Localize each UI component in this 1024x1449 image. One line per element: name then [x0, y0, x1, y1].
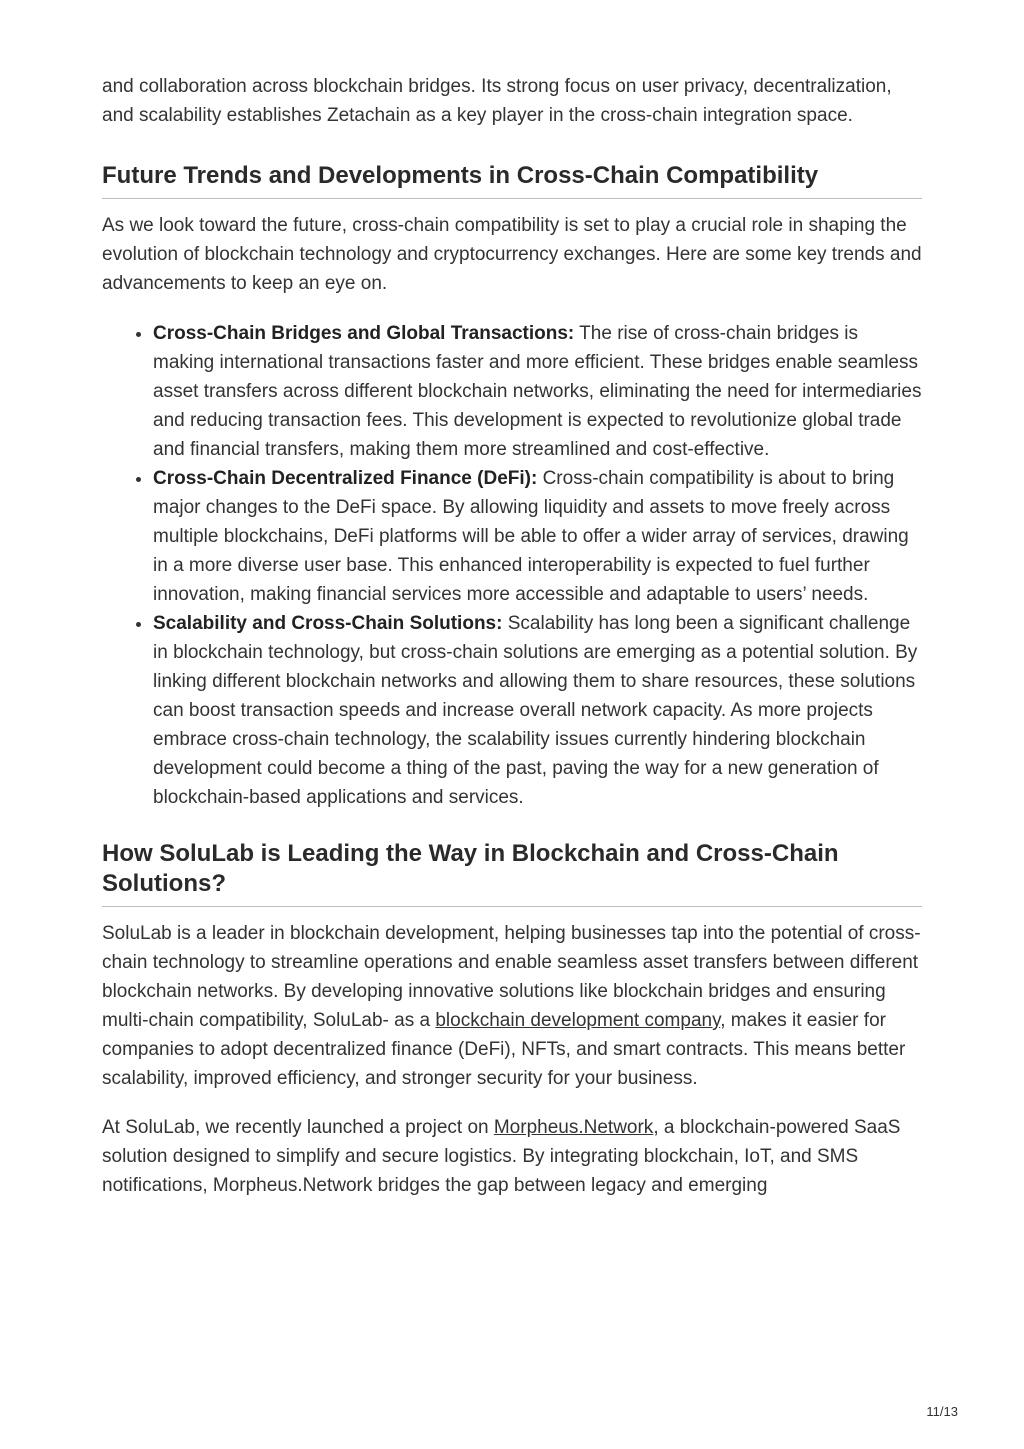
list-item-title: Scalability and Cross-Chain Solutions:: [153, 613, 503, 634]
project-text-after: , a blockchain-powered SaaS solution designed to simplify and secure logistics. By integrating blockchain, IoT, and SMS notifications, Morpheus.Network bridges the gap between legacy and emerging: [102, 1117, 901, 1196]
future-trends-heading: Future Trends and Developments in Cross-Chain Compatibility: [102, 161, 922, 199]
list-item-text: Cross-chain compatibility is about to bring major changes to the DeFi space. By allowing liquidity and assets to move freely across multiple blockchains, DeFi platforms will be able to offer a wider array of services, drawing in a more diverse user base. This enhanced interoperability is expected to fuel further innovation, making financial services more accessible and adaptable to users’ needs.: [153, 468, 909, 605]
solulab-text-after: , makes it easier for companies to adopt decentralized finance (DeFi), NFTs, and smart contracts. This means better scalability, improved efficiency, and stronger security for your business.: [102, 1010, 906, 1089]
project-paragraph: [102, 1113, 922, 1200]
list-item-title: Cross-Chain Bridges and Global Transactions:: [153, 323, 575, 344]
future-trends-paragraph: As we look toward the future, cross-chain compatibility is set to play a crucial role in shaping the evolution of blockchain technology and cryptocurrency exchanges. Here are some key trends and advancements to keep an eye on.: [102, 215, 922, 294]
project-text-before: At SoluLab, we recently launched a project on: [102, 1117, 494, 1138]
list-item: [153, 464, 922, 609]
list-item: [153, 319, 922, 464]
solulab-heading: How SoluLab is Leading the Way in Blockchain and Cross-Chain Solutions?: [102, 839, 922, 907]
solulab-paragraph: [102, 919, 922, 1093]
list-item-text: The rise of cross-chain bridges is making international transactions faster and more efficient. These bridges enable seamless asset transfers across different blockchain networks, eliminating the need for intermediaries and reducing transaction fees. This development is expected to revolutionize global trade and financial transfers, making them more streamlined and cost-effective.: [153, 323, 922, 460]
list-item-title: Cross-Chain Decentralized Finance (DeFi):: [153, 468, 538, 489]
morpheus-network-link[interactable]: Morpheus.Network: [493, 1117, 654, 1138]
blockchain-development-company-link[interactable]: blockchain development company: [435, 1010, 721, 1031]
trends-list: [102, 319, 922, 812]
document-content: [102, 70, 922, 1200]
page-number: 11/13: [926, 1404, 958, 1419]
list-item-text: Scalability has long been a significant challenge in blockchain technology, but cross-chain solutions are emerging as a potential solution. By linking different blockchain networks and allowing them to share resources, these solutions can boost transaction speeds and increase overall network capacity. As more projects embrace cross-chain technology, the scalability issues currently hindering blockchain development could become a thing of the past, paving the way for a new generation of blockchain-based applications and services.: [153, 613, 918, 808]
intro-paragraph: and collaboration across blockchain bridges. Its strong focus on user privacy, decentralization, and scalability establishes Zetachain as a key player in the cross-chain integration space.: [102, 76, 892, 126]
list-item: [153, 609, 922, 812]
solulab-text-before: SoluLab is a leader in blockchain development, helping businesses tap into the potential of cross-chain technology to streamline operations and enable seamless asset transfers between different blockchain networks. By developing innovative solutions like blockchain bridges and ensuring multi-chain compatibility, SoluLab- as a: [102, 923, 921, 1031]
